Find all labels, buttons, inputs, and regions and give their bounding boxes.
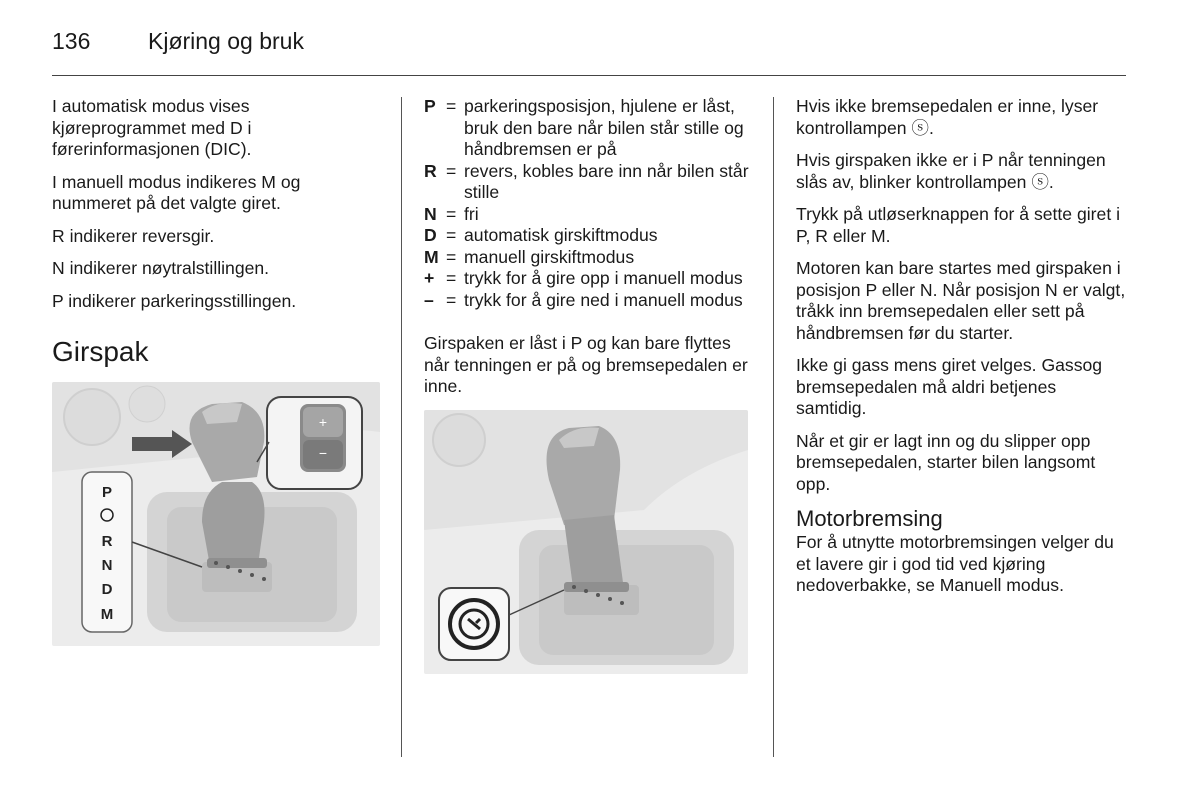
legend-text: manuell girskiftmodus <box>464 246 635 267</box>
column-1 <box>52 96 382 646</box>
legend-row-plus: + = trykk for å gire opp i manuell modus <box>424 268 754 290</box>
legend-key: M <box>424 246 439 267</box>
section-heading-motorbremsing: Motorbremsing <box>796 506 943 531</box>
legend-text: trykk for å gire opp i manuell modus <box>464 268 743 288</box>
display-letter-m: M <box>100 606 114 623</box>
gear-lever-illustration <box>52 382 380 646</box>
paragraph-no-throttle: Ikke gi gass mens giret velges. Gassog bremsepedalen må aldri betjenes samtidig. <box>796 355 1103 418</box>
legend-row-m: M = manuell girskiftmodus <box>424 247 754 269</box>
legend-text: parkeringsposisjon, hjulene er låst, bruk den bare når bilen står stille og håndbremsen er på <box>464 96 744 159</box>
legend-key: N <box>424 203 437 224</box>
paragraph-brake-lamp-flashes: Hvis girspaken ikke er i P når tenningen slås av, blinker kontrollampen ⓢ. <box>796 150 1106 192</box>
paragraph-manual-mode: I manuell modus indikeres M og nummeret på det valgte giret. <box>52 171 301 213</box>
page-header <box>52 28 304 55</box>
display-letter-d: D <box>101 581 113 598</box>
paragraph-engine-start: Motoren kan bare startes med girspaken i posisjon P eller N. Når posisjon N er valgt, tråkk inn bremsepedalen eller sett på håndbremsen før du starter. <box>796 258 1126 343</box>
section-heading-girspak: Girspak <box>52 336 149 367</box>
display-letter-n: N <box>101 557 113 574</box>
legend-row-r: R = revers, kobles bare inn når bilen står stille <box>424 161 754 204</box>
legend-row-minus: – = trykk for å gire ned i manuell modus <box>424 290 754 312</box>
header-rule <box>52 75 1126 76</box>
display-letter-r: R <box>101 533 113 550</box>
legend-row-n: N = fri <box>424 204 754 226</box>
column-divider-2 <box>773 97 774 757</box>
chapter-title: Kjøring og bruk <box>148 28 304 54</box>
legend-key: – <box>424 289 434 310</box>
paragraph-creep: Når et gir er lagt inn og du slipper opp bremsepedalen, starter bilen langsomt opp. <box>796 430 1096 494</box>
legend-text: fri <box>464 203 479 224</box>
paragraph-park: P indikerer parkeringsstillingen. <box>52 290 297 311</box>
gear-lever-brake-lamp-illustration <box>424 410 748 674</box>
legend-text: automatisk girskiftmodus <box>464 225 658 245</box>
paragraph-automatic-mode: I automatisk modus vises kjøreprogrammet med D i førerinformasjonen (DIC). <box>52 96 252 159</box>
display-letter-p: P <box>101 484 113 501</box>
paragraph-lever-locked: Girspaken er låst i P og kan bare flyttes når tenningen er på og bremsepedalen er inne. <box>424 333 748 396</box>
legend-text: trykk for å gire ned i manuell modus <box>464 289 743 310</box>
paragraph-neutral: N indikerer nøytralstillingen. <box>52 258 270 278</box>
plus-button-label: + <box>318 414 328 430</box>
page-number: 136 <box>52 28 91 54</box>
column-divider-1 <box>401 97 402 757</box>
legend-key: R <box>424 160 437 181</box>
legend-row-p: P = parkeringsposisjon, hjulene er låst, bruk den bare når bilen står stille og håndbremsen er på <box>424 96 754 161</box>
paragraph-brake-lamp-lights: Hvis ikke bremsepedalen er inne, lyser kontrollampen ⓢ. <box>796 96 1099 138</box>
column-3 <box>796 96 1128 608</box>
legend-text: revers, kobles bare inn når bilen står stille <box>464 160 749 202</box>
paragraph-release-button: Trykk på utløserknappen for å sette giret i P, R eller M. <box>796 204 1120 246</box>
legend-key: D <box>424 225 437 245</box>
paragraph-reverse: R indikerer reversgir. <box>52 225 215 246</box>
column-2 <box>424 96 754 674</box>
legend-key: + <box>424 268 435 288</box>
legend-key: P <box>424 96 436 116</box>
paragraph-engine-braking: For å utnytte motorbremsingen velger du et lavere gir i god tid ved kjøring nedoverbakke, se Manuell modus. <box>796 532 1114 595</box>
minus-button-label: − <box>318 445 328 461</box>
gear-legend <box>424 96 754 311</box>
legend-row-d: D = automatisk girskiftmodus <box>424 225 754 247</box>
